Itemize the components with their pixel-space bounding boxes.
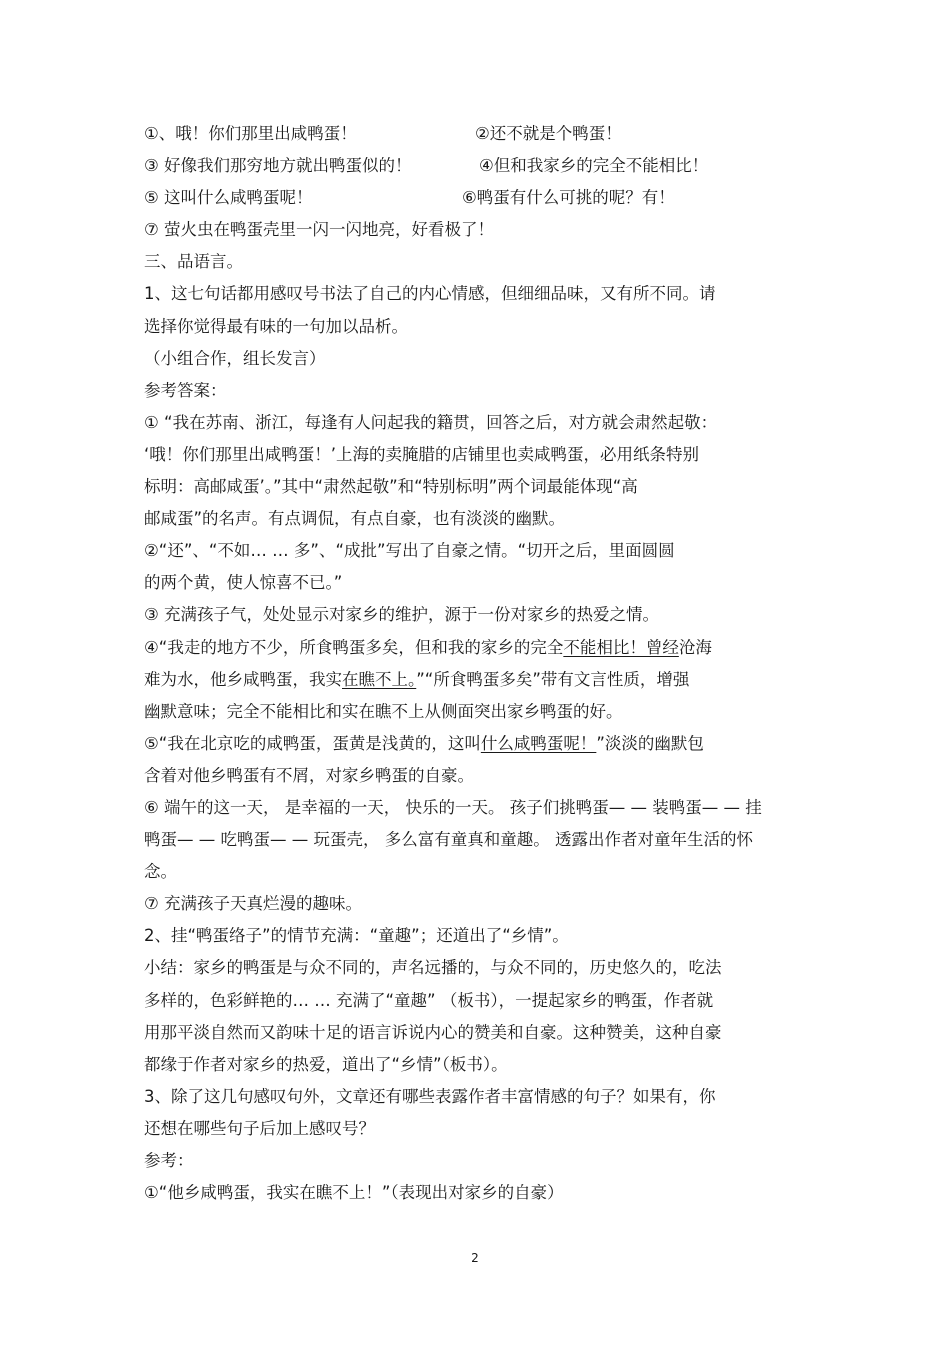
sentence-6: ⑥鸭蛋有什么可挑的呢？有！ bbox=[462, 188, 675, 208]
answer-5-text: ”淡淡的幽默包 bbox=[596, 733, 704, 753]
sentence-1: ①、哦！你们那里出咸鸭蛋！ bbox=[144, 124, 357, 143]
answer-6-line-3: 念。 bbox=[144, 862, 177, 882]
page-number: 2 bbox=[471, 1251, 479, 1265]
answer-4-underlined: 在瞧不上。 bbox=[342, 669, 417, 689]
answer-6-line-1: ⑥ 端午的这一天， 是幸福的一天， 快乐的一天。 孩子们挑鸭蛋— — 装鸭蛋— — 挂 bbox=[144, 797, 762, 817]
sentence-2: ②还不就是个鸭蛋！ bbox=[475, 124, 622, 143]
answer-5-underlined: 什么咸鸭蛋呢！ bbox=[480, 733, 597, 753]
section-heading: 三、品语言。 bbox=[144, 252, 243, 272]
sentence-5: ⑤ 这叫什么咸鸭蛋呢！ bbox=[144, 188, 313, 208]
summary-line-3: 用那平淡自然而又韵味十足的语言诉说内心的赞美和自豪。这种赞美，这种自豪 bbox=[144, 1022, 722, 1042]
sentence-row-2 bbox=[144, 150, 844, 182]
answer-1-line-2: ‘哦！你们那里出咸鸭蛋！’上海的卖腌腊的店铺里也卖咸鸭蛋，必用纸条特别 bbox=[144, 444, 699, 464]
answer-1-line-3: 标明：高邮咸蛋’。”其中“肃然起敬”和“特别标明”两个词最能体现“高 bbox=[144, 477, 638, 497]
answer-5-line-1 bbox=[144, 728, 844, 760]
answer-1-line-4: 邮咸蛋”的名声。有点调侃，有点自豪，也有淡淡的幽默。 bbox=[144, 509, 566, 529]
answer-4-text: ”“所食鸭蛋多矣”带有文言性质，增强 bbox=[416, 669, 690, 689]
answer-4-text: 沧海 bbox=[678, 637, 712, 657]
answer-1-line-1: ① “我在苏南、浙江，每逢有人问起我的籍贯，回答之后，对方就会肃然起敬： bbox=[144, 412, 718, 432]
reference-answer-label: 参考答案： bbox=[144, 380, 227, 400]
answer-3: ③ 充满孩子气，处处显示对家乡的维护，源于一份对家乡的热爱之情。 bbox=[144, 605, 660, 625]
answer-4-line-1 bbox=[144, 632, 844, 664]
answer-5-line-2: 含着对他乡鸭蛋有不屑，对家乡鸭蛋的自豪。 bbox=[144, 765, 474, 785]
sentence-4: ④但和我家乡的完全不能相比！ bbox=[479, 156, 709, 176]
answer-2-line-1: ②“还”、“不如… … 多”、“成批”写出了自豪之情。“切开之后，里面圆圆 bbox=[144, 541, 675, 561]
answer-4-line-3: 幽默意味；完全不能相比和实在瞧不上从侧面突出家乡鸭蛋的好。 bbox=[144, 701, 623, 721]
answer-6-line-2: 鸭蛋— — 吃鸭蛋— — 玩蛋壳， 多么富有童真和童趣。 透露出作者对童年生活的怀 bbox=[144, 830, 753, 850]
question-1-note: （小组合作，组长发言） bbox=[144, 348, 326, 368]
answer-4-text: ④“我走的地方不少，所食鸭蛋多矣，但和我的家乡的完全 bbox=[144, 637, 564, 657]
summary-line-4: 都缘于作者对家乡的热爱，道出了“乡情”（板书）。 bbox=[144, 1054, 508, 1074]
document-body bbox=[144, 118, 844, 1209]
sentence-row-3 bbox=[144, 182, 844, 214]
answer-4-underlined: 不能相比！曾经 bbox=[563, 637, 679, 657]
question-3-line-1: 3、除了这几句感叹句外，文章还有哪些表露作者丰富情感的句子？如果有，你 bbox=[144, 1086, 716, 1106]
question-1-line-1: 1、这七句话都用感叹号书法了自己的内心情感，但细细品味，又有所不同。请 bbox=[144, 284, 716, 304]
answer-7: ⑦ 充满孩子天真烂漫的趣味。 bbox=[144, 894, 363, 914]
answer-4-line-2 bbox=[144, 664, 844, 696]
sentence-7: ⑦ 萤火虫在鸭蛋壳里一闪一闪地亮，好看极了！ bbox=[144, 220, 495, 240]
sentence-row-1 bbox=[144, 118, 844, 150]
question-1-line-2: 选择你觉得最有味的一句加以品析。 bbox=[144, 316, 408, 336]
question-2: 2、挂“鸭蛋络子”的情节充满：“童趣”；还道出了“乡情”。 bbox=[144, 926, 569, 946]
summary-line-1: 小结：家乡的鸭蛋是与众不同的，声名远播的，与众不同的，历史悠久的，吃法 bbox=[144, 958, 722, 978]
reference-item-1: ①“他乡咸鸭蛋，我实在瞧不上！”（表现出对家乡的自豪） bbox=[144, 1183, 564, 1203]
answer-5-text: ⑤“我在北京吃的咸鸭蛋，蛋黄是浅黄的，这叫 bbox=[144, 733, 481, 753]
reference-label: 参考： bbox=[144, 1151, 194, 1170]
answer-2-line-2: 的两个黄，使人惊喜不已。” bbox=[144, 573, 343, 593]
summary-line-2: 多样的，色彩鲜艳的… … 充满了“童趣” （板书），一提起家乡的鸭蛋，作者就 bbox=[144, 990, 714, 1010]
answer-4-text: 难为水，他乡咸鸭蛋，我实 bbox=[144, 669, 342, 689]
sentence-3: ③ 好像我们那穷地方就出鸭蛋似的！ bbox=[144, 156, 412, 176]
question-3-line-2: 还想在哪些句子后加上感叹号？ bbox=[144, 1118, 375, 1138]
